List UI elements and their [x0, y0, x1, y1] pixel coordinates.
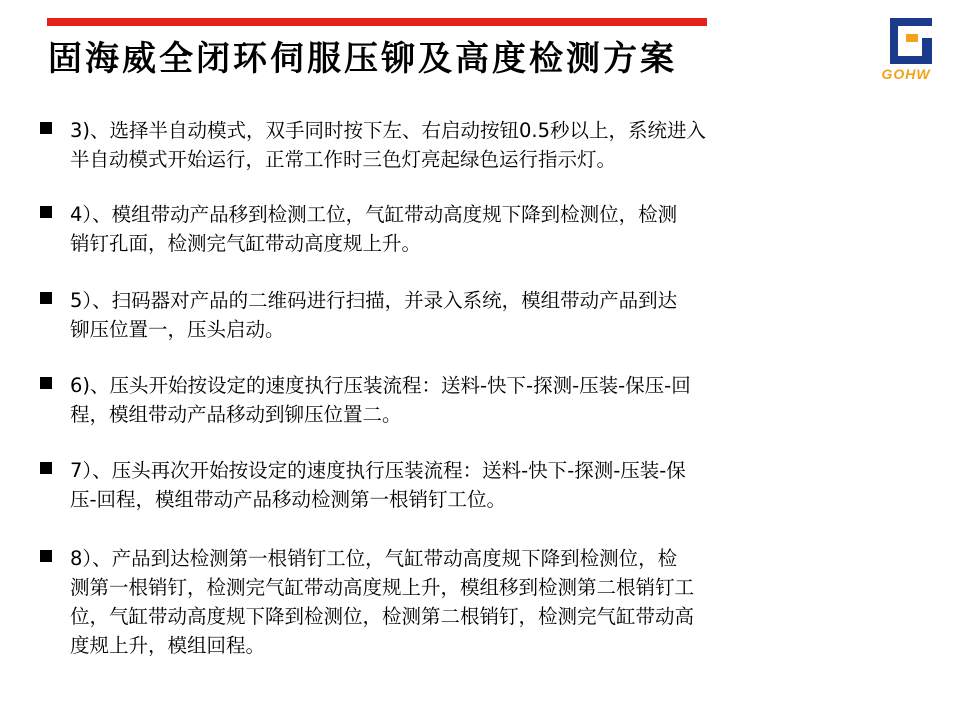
page-title: 固海威全闭环伺服压铆及高度检测方案 — [48, 39, 677, 79]
list-item — [40, 286, 850, 344]
list-item — [40, 371, 850, 429]
step-text: 5）、扫码器对产品的二维码进行扫描，并录入系统，模组带动产品到达 铆压位置一，压头启动。 — [70, 289, 678, 341]
square-bullet-icon — [40, 377, 52, 389]
company-logo — [866, 16, 946, 90]
list-item — [40, 200, 850, 258]
square-bullet-icon — [40, 292, 52, 304]
step-text: 3)、选择半自动模式，双手同时按下左、右启动按钮0.5秒以上，系统进入 半自动模式开始运行，正常工作时三色灯亮起绿色运行指示灯。 — [70, 119, 707, 171]
step-text: 6)、压头开始按设定的速度执行压装流程：送料-快下-探测-压装-保压-回 程，模组带动产品移动到铆压位置二。 — [70, 374, 691, 426]
title-accent-bar — [47, 18, 707, 26]
square-bullet-icon — [40, 122, 52, 134]
list-item — [40, 456, 850, 514]
step-text: 7）、压头再次开始按设定的速度执行压装流程：送料-快下-探测-压装-保 压-回程，模组带动产品移动检测第一根销钉工位。 — [70, 459, 686, 511]
gohw-logo-icon — [884, 18, 932, 64]
square-bullet-icon — [40, 462, 52, 474]
step-text: 4）、模组带动产品移到检测工位，气缸带动高度规下降到检测位，检测 销钉孔面，检测完气缸带动高度规上升。 — [70, 203, 678, 255]
list-item — [40, 116, 850, 174]
square-bullet-icon — [40, 550, 52, 562]
logo-wordmark: GOHW — [881, 66, 931, 82]
step-text: 8）、产品到达检测第一根销钉工位，气缸带动高度规下降到检测位，检 测第一根销钉，检测完气缸带动高度规上升，模组移到检测第二根销钉工 位，气缸带动高度规下降到检测位，检测第二根销钉，检测完气缸带动高 度规上升，模组回程。 — [70, 547, 695, 657]
square-bullet-icon — [40, 206, 52, 218]
list-item — [40, 544, 850, 660]
